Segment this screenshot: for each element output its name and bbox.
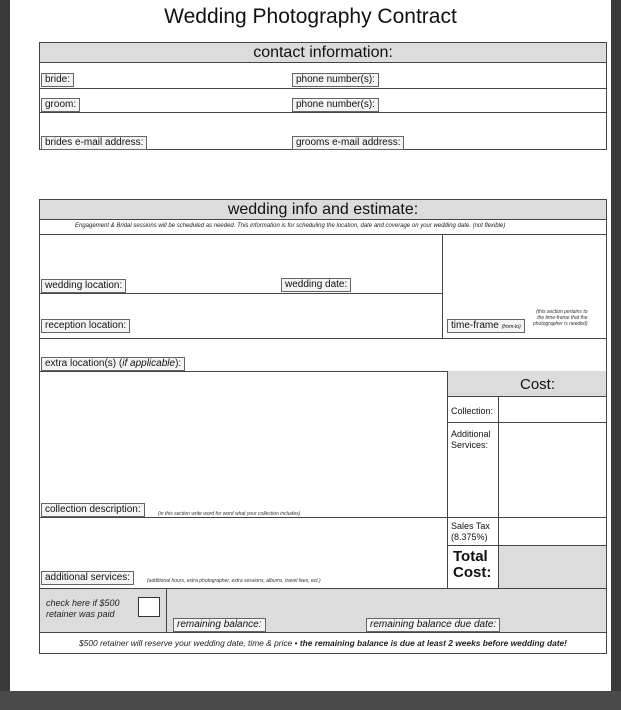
time-frame-sub: (from-to) <box>501 324 521 330</box>
divider <box>40 234 606 235</box>
remaining-balance-field[interactable]: remaining balance: <box>173 618 266 632</box>
additional-services-cost-label <box>451 429 491 451</box>
divider <box>40 517 447 518</box>
wedding-subnote: Engagement & Bridal sessions will be scheduled as needed. This information is for scheduling the location, date and coverage on your wedding date. (not flexible) <box>75 223 506 229</box>
retainer-check-label <box>46 598 120 620</box>
time-frame-label: time-frame <box>451 320 499 331</box>
contract-page <box>10 0 611 691</box>
extra-locations-italic: if applicable <box>122 358 176 369</box>
bride-phone-field[interactable]: phone number(s): <box>292 73 379 87</box>
bottom-strip <box>0 691 621 710</box>
divider <box>442 234 443 338</box>
retainer-row <box>40 589 606 632</box>
divider <box>447 422 606 423</box>
footer-text: $500 retainer will reserve your wedding date, time & price • <box>79 638 300 648</box>
additional-line: Services: <box>451 440 489 450</box>
total-line: Cost: <box>453 564 492 581</box>
groom-field[interactable]: groom: <box>41 98 80 112</box>
extra-locations-field[interactable] <box>41 357 185 371</box>
contact-section <box>39 42 607 150</box>
divider <box>40 112 606 113</box>
divider <box>40 632 606 633</box>
collection-cost-label: Collection: <box>451 406 494 416</box>
wedding-location-field[interactable]: wedding location: <box>41 279 126 293</box>
bride-email-field[interactable]: brides e-mail address: <box>41 136 147 150</box>
divider <box>166 589 167 632</box>
retainer-line: retainer was paid <box>46 609 115 619</box>
time-frame-note <box>533 309 588 327</box>
retainer-checkbox[interactable] <box>138 597 160 617</box>
divider <box>447 371 448 588</box>
total-cost-shade <box>499 546 606 588</box>
additional-services-field[interactable]: additional services: <box>41 571 134 585</box>
collection-description-field[interactable]: collection description: <box>41 503 145 517</box>
total-line: Total <box>453 548 488 565</box>
reception-location-field[interactable]: reception location: <box>41 319 130 333</box>
bride-field[interactable]: bride: <box>41 73 74 87</box>
page-title: Wedding Photography Contract <box>164 5 457 28</box>
wedding-info-section <box>39 199 607 654</box>
groom-email-field[interactable]: grooms e-mail address: <box>292 136 404 150</box>
wedding-header: wedding info and estimate: <box>40 200 606 220</box>
divider <box>40 88 606 89</box>
divider <box>40 293 442 294</box>
footer-bold-text: the remaining balance is due at least 2 weeks before wedding date! <box>299 638 567 648</box>
additional-line: Additional <box>451 429 491 439</box>
divider <box>40 338 606 339</box>
tax-line: Sales Tax <box>451 521 490 531</box>
sales-tax-label <box>451 521 490 543</box>
wedding-date-field[interactable]: wedding date: <box>281 278 351 292</box>
collection-note: (in this section write word for word what your collection includes) <box>158 511 301 517</box>
extra-locations-label: extra location(s) ( <box>45 358 123 369</box>
retainer-line: check here if $500 <box>46 598 120 608</box>
additional-note: (additional hours, extra photographer, extra sessions, albums, travel fees, ect.) <box>147 578 321 584</box>
time-frame-note-line: photographer is needed) <box>533 321 588 327</box>
divider <box>447 517 606 518</box>
total-cost-label <box>453 549 491 581</box>
time-frame-field[interactable] <box>447 319 525 333</box>
divider <box>447 396 606 397</box>
time-frame-note-line: (this section pertains to <box>536 309 588 315</box>
cost-header-label: Cost: <box>520 376 556 393</box>
extra-locations-suffix: ): <box>175 358 182 369</box>
retainer-footer <box>40 638 606 648</box>
contact-header: contact information: <box>40 43 606 63</box>
groom-phone-field[interactable]: phone number(s): <box>292 98 379 112</box>
time-frame-note-line: the time-frame that the <box>537 315 588 321</box>
tax-line: (8.375%) <box>451 532 488 542</box>
remaining-due-date-field[interactable]: remaining balance due date: <box>366 618 500 632</box>
